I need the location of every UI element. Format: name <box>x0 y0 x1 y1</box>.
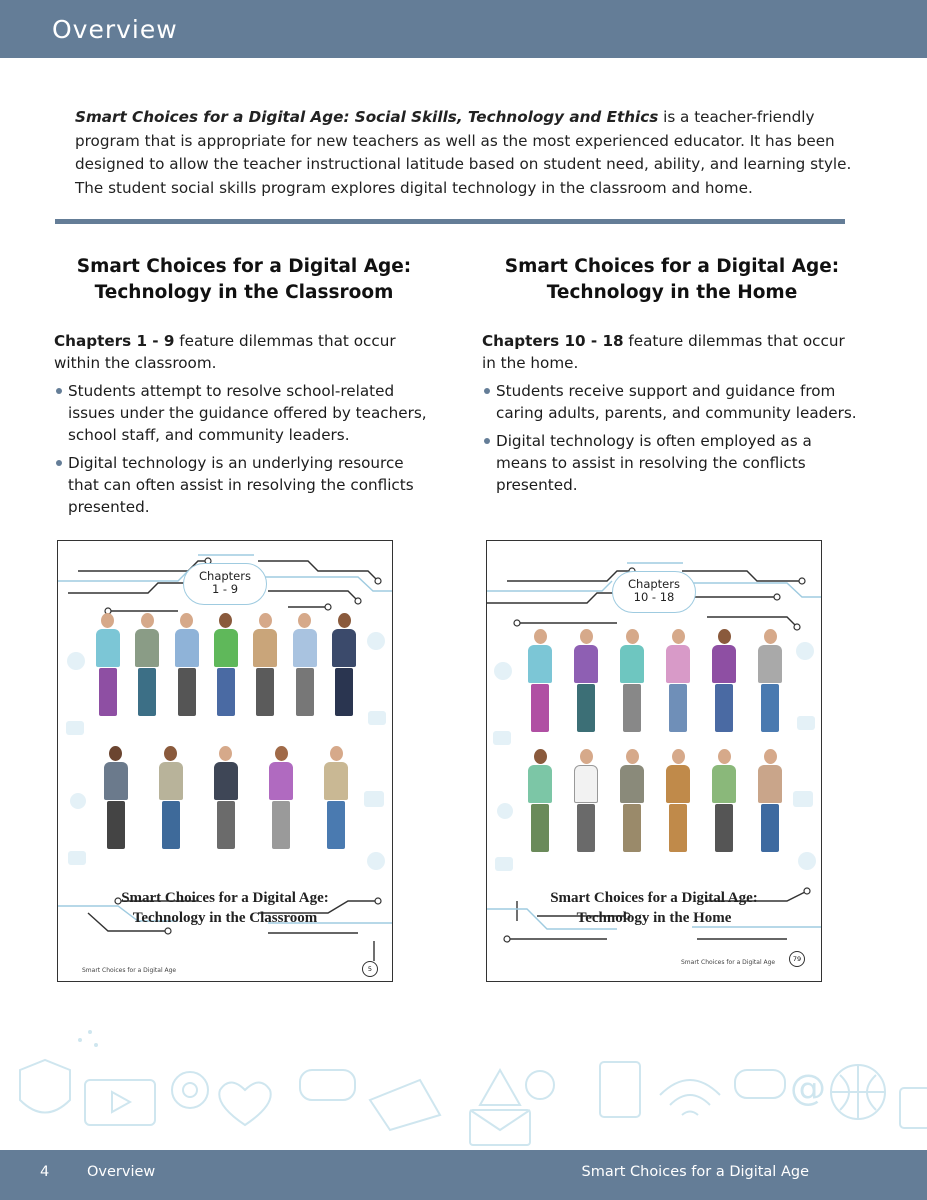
chapters-badge-line1: Chapters <box>628 577 680 591</box>
cover-title-line1: Smart Choices for a Digital Age: <box>550 890 758 906</box>
character-illustration <box>665 749 691 852</box>
character-illustration <box>527 749 553 852</box>
bullet-item: Students attempt to resolve school-related issues under the guidance offered by teachers, school staff, and community leaders. <box>54 380 434 446</box>
chat-bubble-icon <box>300 1070 355 1100</box>
cover-title-line2: Technology in the Home <box>576 910 732 926</box>
play-icon <box>85 1080 155 1125</box>
character-illustration <box>619 749 645 852</box>
character-illustration <box>331 613 357 716</box>
shield-icon <box>20 1060 70 1113</box>
character-group-top <box>88 613 364 716</box>
footer-book-title: Smart Choices for a Digital Age <box>581 1164 809 1180</box>
character-illustration <box>292 613 318 716</box>
column-title-line2: Technology in the Classroom <box>94 282 394 303</box>
column-title-line1: Smart Choices for a Digital Age: <box>76 256 412 277</box>
footer-banner <box>0 1150 927 1200</box>
character-illustration <box>711 749 737 852</box>
heart-icon <box>219 1083 270 1126</box>
cover-footer: Smart Choices for a Digital Age <box>82 967 177 974</box>
character-group-top <box>517 629 793 732</box>
character-illustration <box>573 749 599 852</box>
character-illustration <box>323 746 349 849</box>
footer-section-label: Overview <box>87 1164 156 1180</box>
intro-text: is a teacher-friendly program that is appropriate for new teachers as well as the most experienced educator. It has been designed to allow the teacher instructional latitude based on student need, ability, and learning style. The student social skills program explores digital technology in the classroom and home. <box>75 108 852 197</box>
gear-icon <box>172 1072 208 1108</box>
top-banner <box>0 0 927 58</box>
character-illustration <box>213 746 239 849</box>
character-group-bottom <box>517 749 793 852</box>
chapters-lead <box>54 330 434 374</box>
chapters-description: feature dilemmas that occur within the classroom. <box>54 332 396 372</box>
warning-icon <box>480 1070 520 1105</box>
chapters-badge-line2: 1 - 9 <box>211 582 239 596</box>
character-illustration <box>757 749 783 852</box>
chapters-lead <box>482 330 862 374</box>
column-title <box>482 254 862 306</box>
cover-title <box>58 888 392 928</box>
classroom-cover-image <box>57 540 393 982</box>
character-illustration <box>619 629 645 732</box>
column-title-line1: Smart Choices for a Digital Age: <box>504 256 840 277</box>
at-sign-icon: @ <box>790 1068 826 1109</box>
bullet-list <box>482 380 862 496</box>
bullet-item: Digital technology is often employed as a means to assist in resolving the conflicts presented. <box>482 430 862 496</box>
character-illustration <box>665 629 691 732</box>
character-illustration <box>158 746 184 849</box>
character-illustration <box>573 629 599 732</box>
bullet-item: Digital technology is an underlying resource that can often assist in resolving the conflicts presented. <box>54 452 434 518</box>
home-column <box>482 254 862 502</box>
column-title <box>54 254 434 306</box>
home-cover-image <box>486 540 822 982</box>
character-illustration <box>213 613 239 716</box>
column-title-line2: Technology in the Home <box>546 282 798 303</box>
classroom-column <box>54 254 434 524</box>
character-illustration <box>268 746 294 849</box>
bullet-list <box>54 380 434 518</box>
cover-page-number: 79 <box>789 951 805 967</box>
program-title: Smart Choices for a Digital Age: Social Skills, Technology and Ethics <box>75 108 659 126</box>
cover-page-number: 5 <box>362 961 378 977</box>
cover-title <box>487 888 821 928</box>
background-icon-pattern <box>0 1000 927 1150</box>
chapters-description: feature dilemmas that occur in the home. <box>482 332 845 372</box>
character-illustration <box>527 629 553 732</box>
character-illustration <box>711 629 737 732</box>
character-illustration <box>95 613 121 716</box>
chapters-badge-line1: Chapters <box>199 569 251 583</box>
character-illustration <box>103 746 129 849</box>
chapters-badge-line2: 10 - 18 <box>633 590 675 604</box>
character-illustration <box>134 613 160 716</box>
chapters-badge <box>612 571 696 613</box>
character-illustration <box>757 629 783 732</box>
cover-footer: Smart Choices for a Digital Age <box>681 959 776 966</box>
chapters-range: Chapters 10 - 18 <box>482 332 624 350</box>
wifi-icon <box>660 1080 720 1115</box>
page-title: Overview <box>52 15 178 44</box>
character-illustration <box>252 613 278 716</box>
cover-title-line2: Technology in the Classroom <box>132 910 318 926</box>
character-group-bottom <box>88 746 364 849</box>
intro-paragraph <box>75 106 865 200</box>
cover-title-line1: Smart Choices for a Digital Age: <box>121 890 329 906</box>
page-number: 4 <box>40 1164 50 1180</box>
bullet-item: Students receive support and guidance from caring adults, parents, and community leaders. <box>482 380 862 424</box>
section-divider <box>55 219 845 224</box>
character-illustration <box>174 613 200 716</box>
chapters-badge <box>183 563 267 605</box>
chapters-range: Chapters 1 - 9 <box>54 332 175 350</box>
